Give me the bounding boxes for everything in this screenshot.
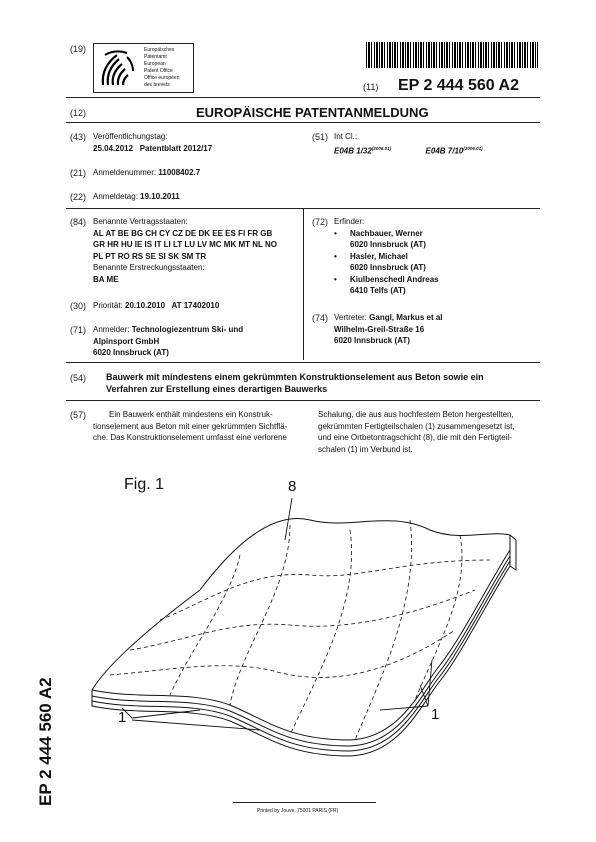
priority-value: 20.10.2010 AT 17402010	[125, 301, 220, 310]
priority-block	[93, 300, 219, 312]
inventor-1	[334, 228, 439, 240]
side-publication-number: EP 2 444 560 A2	[36, 677, 55, 806]
field-code-21: (21)	[70, 168, 87, 178]
inventors-label: Erfinder:	[334, 217, 365, 226]
office-name-de-2: Patentamt	[144, 54, 167, 60]
grid-line-v5	[415, 535, 462, 700]
states-label: Benannte Vertragsstaaten:	[93, 217, 188, 226]
representative-line-2: Wilhelm-Greil-Straße 16	[334, 324, 425, 334]
epo-logo	[93, 43, 194, 93]
field-code-51: (51)	[312, 132, 329, 142]
field-code-57: (57)	[70, 410, 87, 420]
office-name-en-1: European	[144, 61, 166, 67]
states-line-1: AL AT BE BG CH CY CZ DE DK EE ES FI FR GB	[93, 228, 273, 238]
field-code-72: (72)	[312, 217, 329, 227]
applicant-block	[93, 324, 243, 359]
states-line-2: GR HR HU IE IS IT LI LT LU LV MC MK MT NL NO	[93, 240, 277, 249]
bullet-icon: •	[334, 274, 337, 284]
applicant-line-2: Alpinsport GmbH	[93, 336, 160, 346]
inventors-block	[334, 216, 439, 297]
int-cl-class-1: E04B 1/32	[334, 146, 372, 156]
abstract-divider	[66, 400, 540, 401]
app-number-block	[93, 167, 200, 179]
figure-label-8: 8	[288, 478, 297, 495]
bullet-icon: •	[334, 251, 337, 261]
filing-date-value: 19.10.2011	[140, 192, 180, 201]
abstract-left-line-3: che. Das Konstruktionselement umfasst eine verlorene	[93, 433, 287, 442]
field-code-12: (12)	[70, 108, 87, 118]
applicant-line-1: Technologiezentrum Ski- und	[131, 325, 244, 334]
layer-line-4	[510, 535, 516, 570]
office-name	[144, 47, 180, 89]
panel-left-edge	[92, 590, 200, 690]
grid-line-v2	[230, 525, 290, 705]
field-code-30: (30)	[70, 301, 87, 311]
inventor-1-address: 6020 Innsbruck (AT)	[350, 240, 426, 249]
field-code-84: (84)	[70, 217, 87, 227]
bullet-icon: •	[334, 228, 337, 238]
inventor-3-name: Kiulbenschedl Andreas	[350, 274, 439, 284]
int-cl-class-1-version: (2006.01)	[371, 145, 392, 151]
states-block	[93, 216, 303, 285]
inventor-2-address: 6020 Innsbruck (AT)	[350, 263, 426, 272]
invention-title	[106, 371, 484, 395]
int-cl-class-2: E04B 7/10	[425, 146, 464, 156]
office-name-fr-1: Office européen	[144, 75, 180, 81]
epo-emblem-icon	[97, 47, 137, 91]
abstract-left-column	[93, 409, 293, 444]
field-code-11: (11)	[363, 82, 379, 92]
barcode	[366, 42, 538, 68]
panel-top-edge	[200, 518, 510, 590]
app-number-value: 11008402.7	[158, 168, 201, 177]
int-cl-label: Int Cl.:	[334, 132, 358, 141]
office-name-en-2: Patent Office	[144, 68, 173, 74]
int-cl-class-2-version: (2006.01)	[463, 145, 483, 151]
figure-label-1-left: 1	[118, 709, 127, 726]
extension-states-value: BA ME	[93, 274, 119, 284]
inventor-1-name: Nachbauer, Werner	[350, 228, 423, 238]
filing-date-block	[93, 191, 180, 203]
leader-1a	[122, 708, 132, 718]
field-code-74: (74)	[312, 313, 329, 323]
representative-line-3: 6020 Innsbruck (AT)	[334, 336, 410, 345]
int-cl-block	[334, 131, 483, 157]
footer-divider	[233, 802, 376, 803]
abstract-right-line-2: gekrümmten Fertigteilschalen (1) zusammengesetzt ist,	[318, 421, 515, 431]
invention-title-line-2: Verfahren zur Erstellung eines derartigen Bauwerks	[106, 384, 328, 394]
grid-line-h2	[130, 590, 475, 650]
abstract-right-column	[318, 409, 540, 455]
field-code-22: (22)	[70, 192, 87, 202]
publication-number: EP 2 444 560 A2	[398, 77, 519, 94]
title-section-divider	[66, 362, 540, 363]
inventor-2	[334, 251, 439, 263]
grid-line-v1	[170, 555, 240, 695]
applicant-label: Anmelder:	[93, 325, 130, 334]
abstract-left-line-1: Ein Bauwerk enthält mindestens ein Konstruk-	[109, 410, 273, 419]
grid-line-v4	[355, 520, 412, 740]
field-code-43: (43)	[70, 132, 87, 142]
representative-block	[334, 312, 443, 347]
leader-1c	[132, 720, 260, 730]
representative-line-1: Gangl, Markus et al	[369, 313, 443, 322]
inventor-3	[334, 274, 439, 286]
filing-date-label: Anmeldetag:	[93, 192, 138, 201]
layer-line-1	[92, 550, 510, 746]
layer-line-3	[92, 561, 510, 756]
figure-drawing	[80, 490, 530, 770]
field-code-19: (19)	[70, 44, 87, 54]
pub-date-value: 25.04.2012 Patentblatt 2012/17	[93, 143, 213, 153]
title-divider	[66, 122, 540, 123]
field-code-71: (71)	[70, 325, 87, 335]
field-code-54: (54)	[70, 373, 87, 383]
grid-line-h1	[160, 560, 490, 620]
inventor-2-name: Hasler, Michael	[350, 251, 408, 261]
header-divider	[66, 97, 540, 98]
document-type: EUROPÄISCHE PATENTANMELDUNG	[196, 105, 429, 120]
inventor-3-address: 6410 Telfs (AT)	[350, 286, 406, 295]
figure-title: Fig. 1	[124, 476, 165, 493]
abstract-right-line-4: schalen (1) im Verbund ist.	[318, 444, 413, 454]
figure-label-1-right: 1	[431, 706, 440, 723]
app-number-label: Anmeldenummer:	[93, 168, 157, 177]
grid-line-h3	[110, 630, 455, 677]
pub-date-label: Veröffentlichungstag:	[93, 132, 168, 141]
extension-states-label: Benannte Erstreckungsstaaten:	[93, 263, 205, 272]
pub-date-block	[93, 131, 212, 154]
office-name-de-1: Europäisches	[144, 47, 175, 53]
priority-label: Priorität:	[93, 301, 123, 310]
grid-line-v3	[290, 530, 352, 735]
abstract-right-line-3: und eine Ortbetontragschicht (8), die mit den Fertigteil-	[318, 433, 512, 442]
column-divider	[303, 208, 304, 360]
abstract-right-line-1: Schalung, die aus aus hochfestem Beton hergestellten,	[318, 410, 514, 419]
printer-note: Printed by Jouve, 75001 PARIS (FR)	[257, 808, 339, 814]
states-line-3: PL PT RO RS SE SI SK SM TR	[93, 251, 207, 261]
abstract-left-line-2: tionselement aus Beton mit einer gekrümmten Sichtflä-	[93, 421, 288, 431]
office-name-fr-2: des brevets	[144, 82, 170, 88]
invention-title-line-1: Bauwerk mit mindestens einem gekrümmten Konstruktionselement aus Beton sowie ein	[106, 372, 484, 382]
representative-label: Vertreter:	[334, 313, 367, 322]
applicant-line-3: 6020 Innsbruck (AT)	[93, 348, 169, 357]
